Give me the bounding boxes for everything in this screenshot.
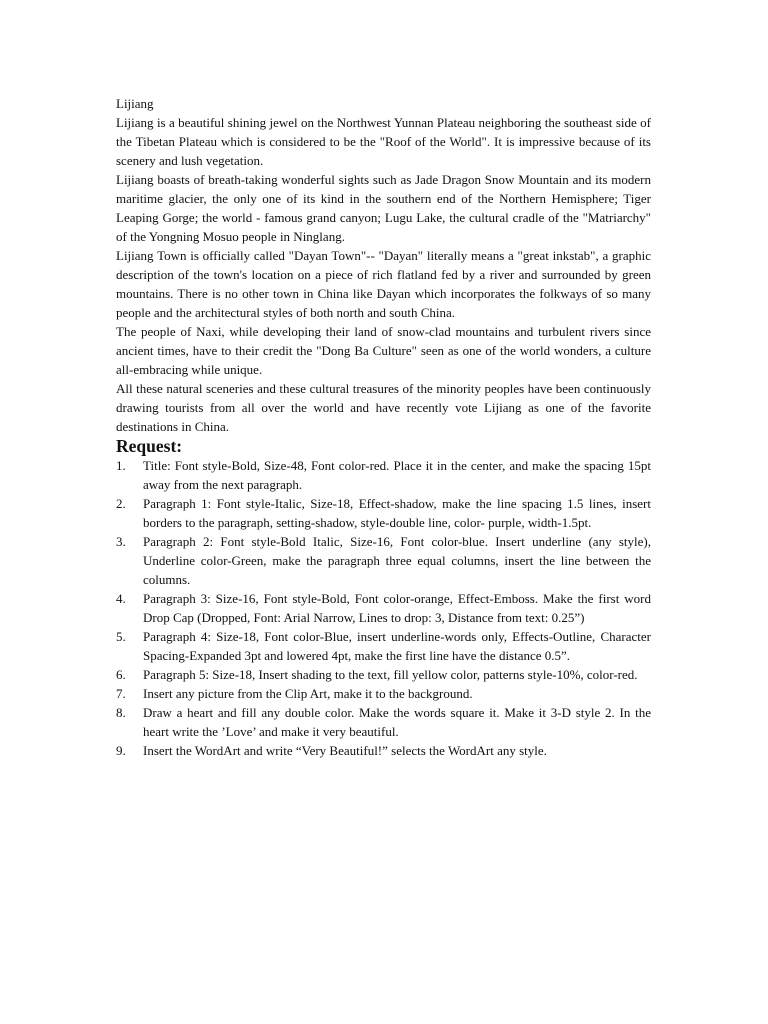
request-item-number: 3. <box>116 534 126 549</box>
request-item-number: 8. <box>116 705 126 720</box>
paragraph-5: All these natural sceneries and these cultural treasures of the minority peoples have been continuously drawing tourists from all over the world and have recently vote Lijiang as one of the favorite destinations in China. <box>116 381 651 434</box>
request-item <box>116 456 651 494</box>
paragraph-2: Lijiang boasts of breath-taking wonderful sights such as Jade Dragon Snow Mountain and its modern maritime glacier, the only one of its kind in the southern end of the Northern Hemisphere; Tiger Leaping Gorge; the world - famous grand canyon; Lugu Lake, the cultural cradle of the "Matriarchy" of the Yongning Mosuo people in Ninglang. <box>116 172 651 244</box>
request-item-number: 5. <box>116 629 126 644</box>
document-page <box>116 94 651 760</box>
request-item <box>116 494 651 532</box>
request-list <box>116 456 651 760</box>
request-item-text: Draw a heart and fill any double color. Make the words square it. Make it 3-D style 2. In the heart write the ’Love’ and make it very beautiful. <box>143 705 651 739</box>
request-item-text: Insert the WordArt and write “Very Beautiful!” selects the WordArt any style. <box>143 743 547 758</box>
paragraph-1: Lijiang is a beautiful shining jewel on the Northwest Yunnan Plateau neighboring the southeast side of the Tibetan Plateau which is considered to be the "Roof of the World". It is impressive because of its scenery and lush vegetation. <box>116 115 651 168</box>
request-item <box>116 532 651 589</box>
request-item-number: 4. <box>116 591 126 606</box>
request-item-text: Paragraph 4: Size-18, Font color-Blue, insert underline-words only, Effects-Outline, Character Spacing-Expanded 3pt and lowered 4pt, make the first line have the distance 0.5”. <box>143 629 651 663</box>
request-item-number: 1. <box>116 458 126 473</box>
paragraph-3: Lijiang Town is officially called "Dayan Town"-- "Dayan" literally means a "great inkstab", a graphic description of the town's location on a piece of rich flatland fed by a river and surrounded by green mountains. There is no other town in China like Dayan which incorporates the folkways of so many people and the architectural styles of both north and south China. <box>116 248 651 320</box>
request-item-number: 9. <box>116 743 126 758</box>
request-item-number: 2. <box>116 496 126 511</box>
request-item-text: Paragraph 1: Font style-Italic, Size-18, Effect-shadow, make the line spacing 1.5 lines, insert borders to the paragraph, setting-shadow, style-double line, color- purple, width-1.5pt. <box>143 496 651 530</box>
request-item-number: 6. <box>116 667 126 682</box>
request-item <box>116 703 651 741</box>
request-item <box>116 627 651 665</box>
paragraph-4: The people of Naxi, while developing their land of snow-clad mountains and turbulent rivers since ancient times, have to their credit the "Dong Ba Culture" seen as one of the world wonders, a culture all-embracing while unique. <box>116 324 651 377</box>
request-item-text: Paragraph 3: Size-16, Font style-Bold, Font color-orange, Effect-Emboss. Make the first word Drop Cap (Dropped, Font: Arial Narrow, Lines to drop: 3, Distance from text: 0.25”) <box>143 591 651 625</box>
request-item-text: Paragraph 5: Size-18, Insert shading to the text, fill yellow color, patterns style-10%, color-red. <box>143 667 638 682</box>
request-item <box>116 589 651 627</box>
request-item <box>116 665 651 684</box>
request-heading: Request: <box>116 436 183 456</box>
request-item-text: Insert any picture from the Clip Art, make it to the background. <box>143 686 473 701</box>
request-item-text: Title: Font style-Bold, Size-48, Font color-red. Place it in the center, and make the spacing 15pt away from the next paragraph. <box>143 458 651 492</box>
document-title: Lijiang <box>116 96 154 111</box>
request-item-number: 7. <box>116 686 126 701</box>
request-item <box>116 684 651 703</box>
request-item <box>116 741 651 760</box>
request-item-text: Paragraph 2: Font style-Bold Italic, Size-16, Font color-blue. Insert underline (any style), Underline color-Green, make the paragraph three equal columns, insert the line between the columns. <box>143 534 651 587</box>
